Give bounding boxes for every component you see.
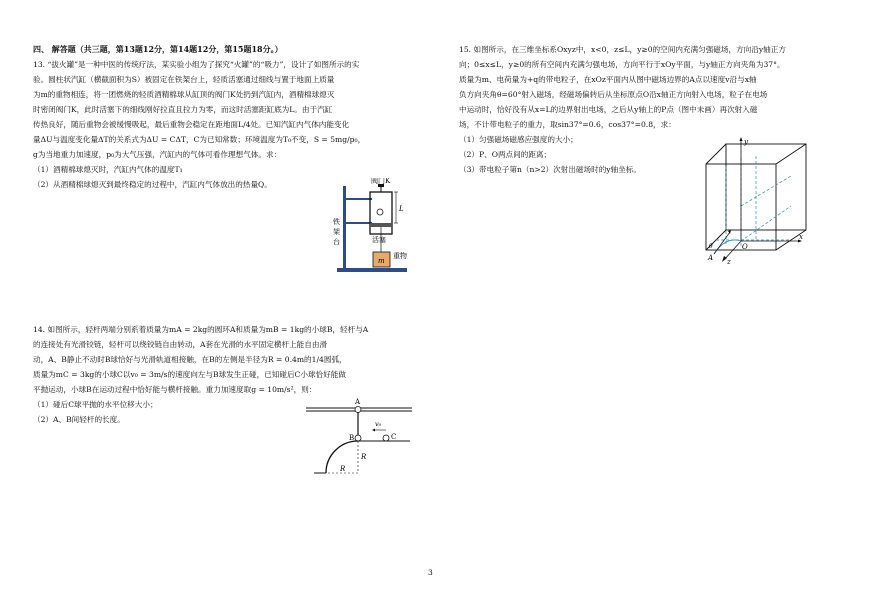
q13-line: （2）从酒精棉球熄灭到最终稳定的过程中，汽缸内气体放出的热量Q。 (33, 180, 272, 189)
q14-line: 平抛运动，小球B在运动过程中恰好能与横杆接触。重力加速度取g = 10m/s²，则： (33, 385, 317, 394)
label-stand: 铁 (333, 218, 340, 226)
label-weight: 重物 (393, 252, 407, 260)
q13-apparatus-figure (325, 178, 420, 280)
q15-line: （3）带电粒子第n（n>2）次射出磁场时的y轴坐标。 (459, 165, 641, 174)
q13-line: g为当地重力加速度，p₀为大气压强，汽缸内的气体可看作理想气体。求： (33, 150, 282, 159)
label-c: C (391, 433, 397, 441)
q13-line: 时密闭阀门K，此时活塞下的细线刚好拉直且拉力为零，而这时活塞距缸底为L。由于汽缸 (33, 105, 333, 114)
q14-line: （1）碰后C球平抛的水平位移大小； (33, 400, 158, 409)
q13-line: 13. “拔火罐”是一种中医的传统疗法，某实验小组为了探究“火罐”的“吸力”，设计了如图所示的实 (33, 60, 360, 69)
box-back (726, 144, 806, 230)
q15-line: （2）P、O两点间的距离； (459, 150, 552, 159)
q15-line: 中运动时，恰好没有从x=L的边界射出电场，之后从y轴上的P点（图中未画）再次射入磁 (459, 105, 758, 114)
question-13 (33, 57, 418, 192)
q14-line: 质量为mC = 3kg的小球C以v₀ = 3m/s的速度向左与B球发生正碰，已知碰后C小球恰好能做 (33, 370, 346, 379)
q14-line: 的连接处有光滑铰链，轻杆可以绕铰链自由转动，A套在光滑的水平固定横杆上能自由滑 (33, 340, 328, 349)
label-o: O (742, 243, 748, 251)
stand-rod (343, 186, 346, 268)
label-r: R (361, 453, 367, 461)
label-z: z (727, 258, 731, 266)
ball-c (383, 435, 389, 441)
label-x: x (799, 233, 803, 241)
label-theta: θ (709, 243, 713, 250)
label-piston: 活塞 (372, 236, 386, 244)
stand-clamp (346, 198, 372, 200)
q14-line: 动，A、B静止不动时B球恰好与光滑轨道相接触，在B的左侧是半径为R = 0.4m的1/4圆弧， (33, 355, 347, 364)
q13-line: 量ΔU与温度变化量ΔT的关系式为ΔU = CΔT，C为已知常数；环境温度为T₀不变，S = 5mg/p₀， (33, 135, 366, 144)
q13-line: 验。圆柱状汽缸（横截面积为S）被固定在铁架台上，轻质活塞通过细线与置于地面上质量 (33, 75, 335, 84)
stand-base (337, 268, 407, 272)
q13-line: （1）酒精棉球熄灭时，汽缸内气体的温度T₁ (33, 165, 183, 174)
q13-line: 传热良好，随后重物会被缓慢吸起，最后重物会稳定在距地面L/4处。已知汽缸内气体内能变化 (33, 120, 350, 129)
ball-b (355, 435, 361, 441)
q15-3d-figure (696, 136, 816, 270)
label-b: B (349, 434, 355, 442)
label-stand: 架 (333, 228, 340, 236)
q14-track-figure (300, 394, 425, 478)
left-column (33, 42, 418, 192)
q15-line: （1）匀强磁场磁感应强度的大小； (459, 135, 578, 144)
piston (370, 223, 392, 227)
q15-line: 向；0≤x≤L，y≥0的所有空间内充满匀强电场，方向平行于xOy平面，与y轴正方向夹角为37°。 (459, 60, 785, 69)
label-a: A (708, 254, 714, 262)
label-valve: 阀门K (371, 178, 391, 185)
q15-line: 质量为m、电荷量为+q的带电粒子，在xOz平面内从图中磁场边界的A点以速度v沿与x轴 (459, 75, 757, 84)
q14-line: 14. 如图所示，轻杆两端分别系着质量为mA = 2kg的圆环A和质量为mB = 1kg的小球B，轻杆与A (33, 325, 369, 334)
label-m: m (378, 257, 385, 265)
label-a: A (355, 398, 361, 406)
stand-clamp (346, 222, 372, 224)
q15-line: 场，不计带电粒子的重力，取sin37°=0.6，cos37°=0.8，求： (459, 120, 676, 129)
page-number: 3 (428, 568, 433, 577)
label-v0: v₀ (375, 420, 382, 428)
section-heading: 四、 解答题（共三题，第13题12分，第14题12分，第15题18分。） (33, 44, 283, 54)
label-stand: 台 (333, 238, 340, 246)
particle-path (714, 240, 741, 254)
q15-line: 负方向夹角θ=60°射入磁场，经磁场偏转后从坐标原点O沿x轴正方向射入电场，粒子在电场 (459, 90, 768, 99)
ring-a (355, 407, 361, 413)
label-y: y (744, 138, 748, 146)
label-r: R (340, 465, 346, 473)
q13-line: 为m的重物相连，将一团燃烧的轻质酒精棉球从缸顶的阀门K处扔到汽缸内，酒精棉球熄灭 (33, 90, 335, 99)
alcohol-ball (377, 209, 383, 215)
q15-line: 15. 如图所示，在三维坐标系Oxyz中，x<0，z≤L，y≥0的空间内充满匀强磁场，方向沿y轴正方 (459, 45, 786, 54)
q14-line: （2）A、B间轻杆的长度。 (33, 415, 125, 424)
label-l: L (399, 205, 404, 213)
